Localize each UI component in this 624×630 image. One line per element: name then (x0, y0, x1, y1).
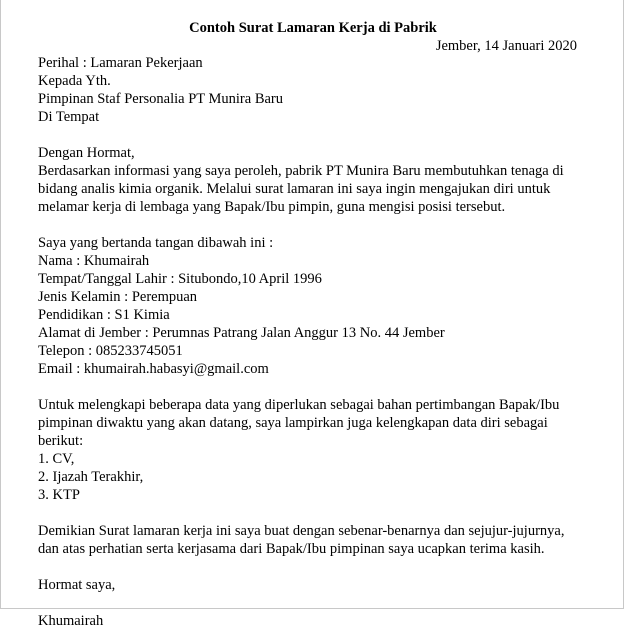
spacer (38, 126, 598, 144)
attachment-item: 1. CV, (38, 451, 75, 467)
spacer (38, 216, 598, 234)
recipient-location: Di Tempat (38, 109, 100, 125)
intro-line: Berdasarkan informasi yang saya peroleh, pabrik PT Munira Baru membutuhkan tenaga di (38, 163, 564, 179)
spacer (38, 558, 598, 576)
attachment-line: berikut: (38, 433, 84, 449)
identity-list (38, 252, 598, 378)
identity-address: Alamat di Jember : Perumnas Patrang Jalan Anggur 13 No. 44 Jember (38, 325, 445, 341)
recipient-salutation: Kepada Yth. (38, 73, 111, 89)
identity-email: Email : khumairah.habasyi@gmail.com (38, 361, 269, 377)
attachment-line: pimpinan diwaktu yang akan datang, saya lampirkan juga kelengkapan data diri sebagai (38, 415, 548, 431)
intro-line: bidang analis kimia organik. Melalui surat lamaran ini saya ingin mengajukan diri untuk (38, 181, 551, 197)
identity-education: Pendidikan : S1 Kimia (38, 307, 170, 323)
spacer (38, 594, 598, 612)
sign-off: Hormat saya, (38, 577, 116, 593)
attachment-line: Untuk melengkapi beberapa data yang diperlukan sebagai bahan pertimbangan Bapak/Ibu (38, 397, 560, 413)
intro-paragraph (38, 162, 598, 216)
attachment-paragraph (38, 396, 598, 450)
signature: Khumairah (38, 613, 104, 629)
letter-body (38, 54, 598, 630)
attachment-list (38, 450, 598, 504)
intro-line: melamar kerja di lembaga yang Bapak/Ibu pimpin, guna mengisi posisi tersebut. (38, 199, 506, 215)
identity-name: Nama : Khumairah (38, 253, 150, 269)
letter-title: Contoh Surat Lamaran Kerja di Pabrik (189, 20, 437, 36)
closing-line: dan atas perhatian serta kerjasama dari Bapak/Ibu pimpinan saya ucapkan terima kasih. (38, 541, 545, 557)
closing-line: Demikian Surat lamaran kerja ini saya buat dengan sebenar-benarnya dan sejujur-jujurnya, (38, 523, 565, 539)
letter-header (38, 54, 598, 126)
letter-date: Jember, 14 Januari 2020 (435, 38, 577, 54)
identity-intro: Saya yang bertanda tangan dibawah ini : (38, 235, 274, 251)
identity-phone: Telepon : 085233745051 (38, 343, 183, 359)
identity-gender: Jenis Kelamin : Perempuan (38, 289, 198, 305)
attachment-item: 3. KTP (38, 487, 80, 503)
subject-line: Perihal : Lamaran Pekerjaan (38, 55, 203, 71)
closing-paragraph (38, 522, 598, 558)
spacer (38, 378, 598, 396)
attachment-item: 2. Ijazah Terakhir, (38, 469, 144, 485)
identity-birth: Tempat/Tanggal Lahir : Situbondo,10 April 1996 (38, 271, 322, 287)
recipient-name: Pimpinan Staf Personalia PT Munira Baru (38, 91, 283, 107)
greeting: Dengan Hormat, (38, 145, 135, 161)
spacer (38, 504, 598, 522)
